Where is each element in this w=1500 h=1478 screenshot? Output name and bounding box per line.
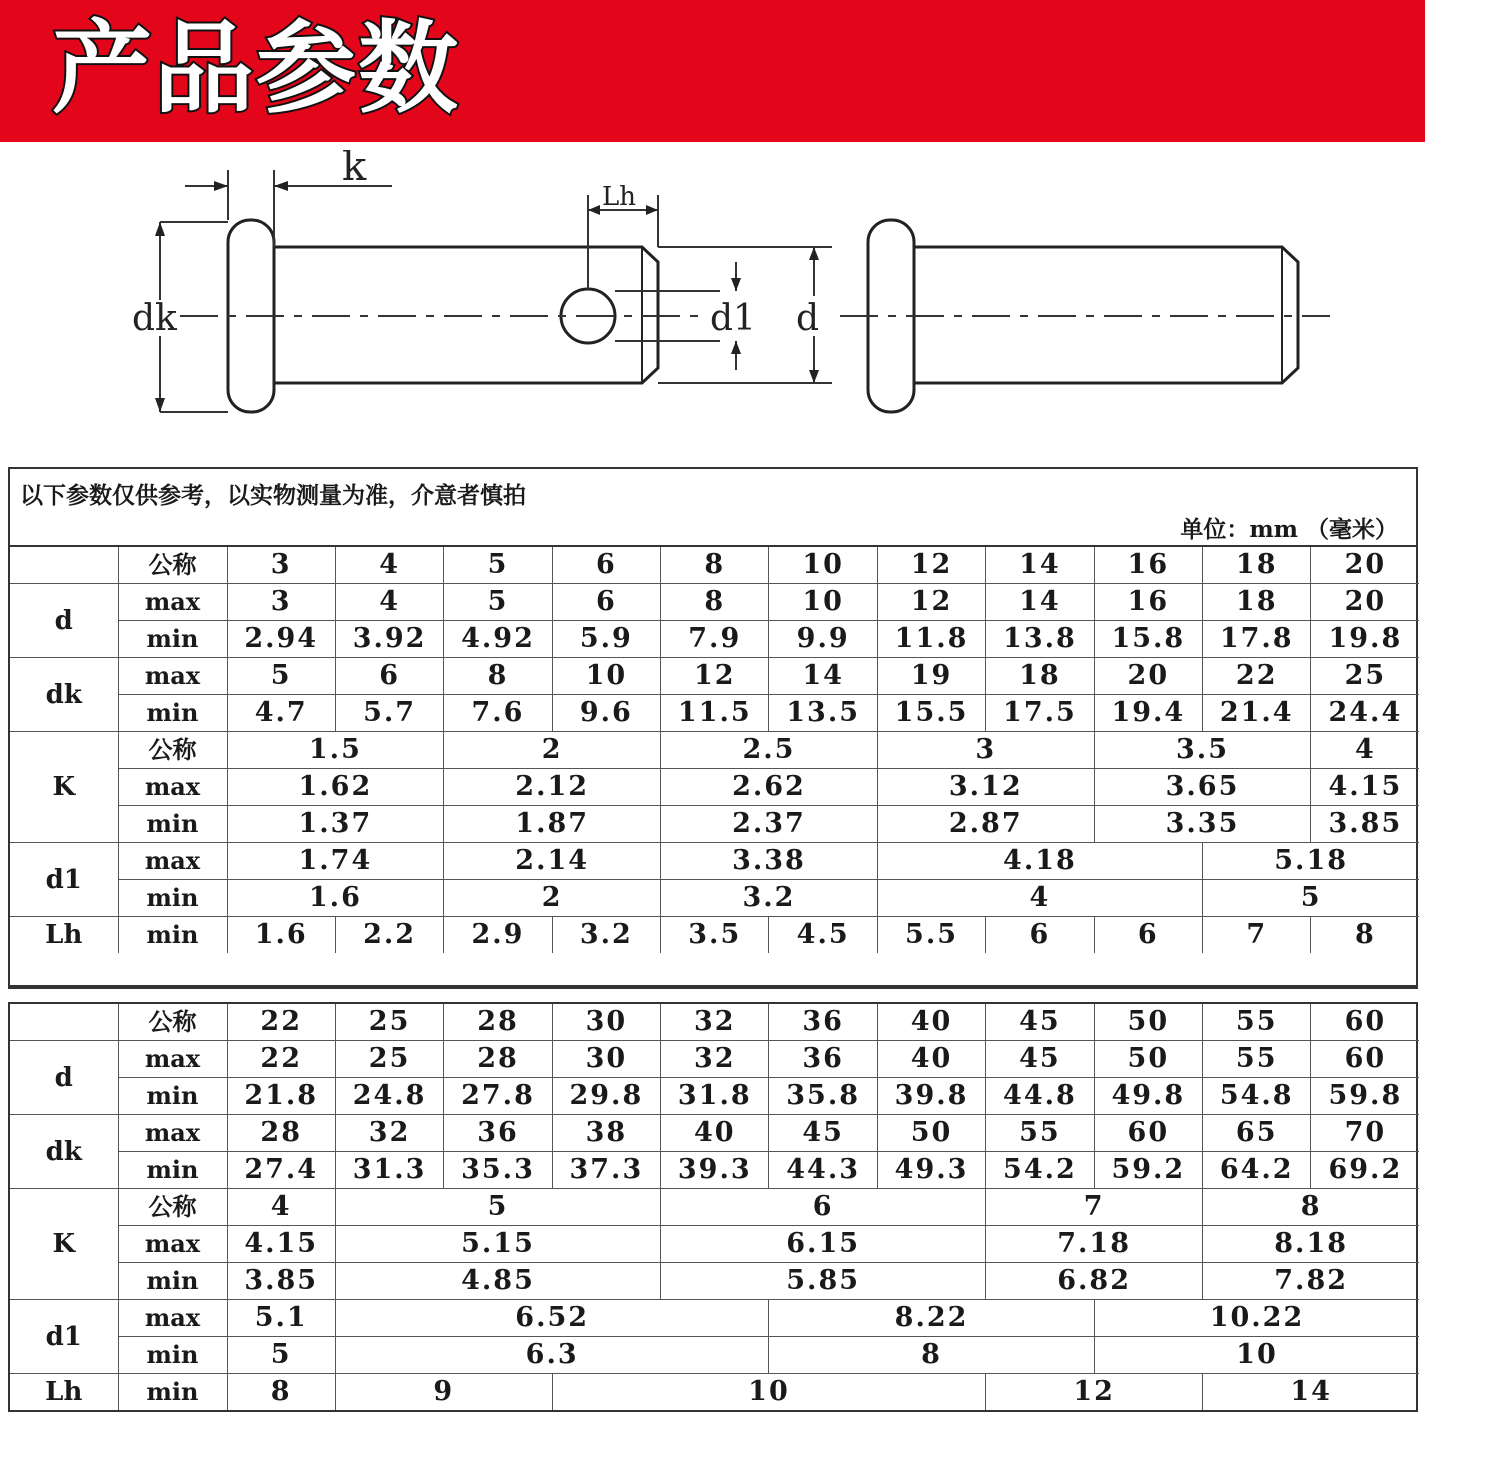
spec-table-box-1 bbox=[8, 467, 1418, 989]
value-cell: 2.37 bbox=[661, 806, 878, 843]
value-cell: 5 bbox=[335, 1189, 660, 1226]
value-cell: 2.94 bbox=[227, 621, 335, 658]
value-cell: 32 bbox=[661, 1041, 769, 1078]
group-label-cell: d bbox=[10, 1041, 118, 1115]
value-cell: 8 bbox=[444, 658, 552, 695]
table-row bbox=[10, 621, 1419, 658]
spec-table-box-2 bbox=[8, 1002, 1418, 1412]
sub-label-cell: max bbox=[118, 769, 227, 806]
value-cell: 19.8 bbox=[1311, 621, 1419, 658]
sub-label-cell: min bbox=[118, 917, 227, 954]
value-cell: 5.5 bbox=[877, 917, 985, 954]
value-cell: 1.6 bbox=[227, 880, 444, 917]
table-row bbox=[10, 917, 1419, 954]
value-cell: 14 bbox=[769, 658, 877, 695]
sub-label-cell: min bbox=[118, 1152, 227, 1189]
sub-label-cell: max bbox=[118, 843, 227, 880]
value-cell: 2.14 bbox=[444, 843, 661, 880]
value-cell: 8 bbox=[1203, 1189, 1420, 1226]
value-cell: 3 bbox=[877, 732, 1094, 769]
value-cell: 10 bbox=[552, 658, 660, 695]
value-cell: 3.92 bbox=[335, 621, 443, 658]
value-cell: 30 bbox=[552, 1041, 660, 1078]
value-cell: 40 bbox=[661, 1115, 769, 1152]
group-label-cell: K bbox=[10, 732, 118, 843]
value-cell: 4.92 bbox=[444, 621, 552, 658]
sub-label-cell: min bbox=[118, 880, 227, 917]
value-cell: 50 bbox=[1094, 1041, 1202, 1078]
value-cell: 20 bbox=[1311, 547, 1419, 584]
value-cell: 35.8 bbox=[769, 1078, 877, 1115]
value-cell: 14 bbox=[1203, 1374, 1420, 1411]
value-cell: 8 bbox=[661, 584, 769, 621]
value-cell: 2.87 bbox=[877, 806, 1094, 843]
table-row bbox=[10, 1337, 1419, 1374]
value-cell: 12 bbox=[877, 584, 985, 621]
table-row bbox=[10, 1115, 1419, 1152]
group-label-cell bbox=[10, 1004, 118, 1041]
table-row bbox=[10, 584, 1419, 621]
value-cell: 1.62 bbox=[227, 769, 444, 806]
value-cell: 3.85 bbox=[1311, 806, 1419, 843]
value-cell: 6 bbox=[552, 584, 660, 621]
value-cell: 8 bbox=[769, 1337, 1094, 1374]
sub-label-cell: 公称 bbox=[118, 1004, 227, 1041]
value-cell: 9 bbox=[335, 1374, 552, 1411]
value-cell: 8 bbox=[227, 1374, 335, 1411]
value-cell: 5.18 bbox=[1203, 843, 1420, 880]
label-k: k bbox=[342, 150, 367, 190]
spec-table-2 bbox=[10, 1004, 1419, 1410]
value-cell: 4.15 bbox=[1311, 769, 1419, 806]
table-row bbox=[10, 1152, 1419, 1189]
value-cell: 3.35 bbox=[1094, 806, 1311, 843]
value-cell: 36 bbox=[769, 1004, 877, 1041]
value-cell: 3.12 bbox=[877, 769, 1094, 806]
sub-label-cell: max bbox=[118, 1300, 227, 1337]
value-cell: 14 bbox=[986, 547, 1094, 584]
table-row bbox=[10, 806, 1419, 843]
value-cell: 44.8 bbox=[986, 1078, 1094, 1115]
value-cell: 20 bbox=[1094, 658, 1202, 695]
sub-label-cell: min bbox=[118, 621, 227, 658]
value-cell: 10 bbox=[1094, 1337, 1419, 1374]
group-label-cell: K bbox=[10, 1189, 118, 1300]
value-cell: 4.7 bbox=[227, 695, 335, 732]
value-cell: 7.6 bbox=[444, 695, 552, 732]
sub-label-cell: max bbox=[118, 1115, 227, 1152]
value-cell: 44.3 bbox=[769, 1152, 877, 1189]
spec-table-1 bbox=[10, 547, 1419, 953]
value-cell: 5.85 bbox=[661, 1263, 986, 1300]
value-cell: 21.8 bbox=[227, 1078, 335, 1115]
value-cell: 70 bbox=[1311, 1115, 1419, 1152]
note-area bbox=[10, 469, 1416, 547]
label-dk: dk bbox=[132, 298, 177, 339]
value-cell: 8.22 bbox=[769, 1300, 1094, 1337]
header-banner bbox=[0, 0, 1425, 142]
value-cell: 17.5 bbox=[986, 695, 1094, 732]
table-row bbox=[10, 658, 1419, 695]
value-cell: 4 bbox=[1311, 732, 1419, 769]
value-cell: 20 bbox=[1311, 584, 1419, 621]
label-d: d bbox=[796, 298, 820, 339]
value-cell: 3.38 bbox=[661, 843, 878, 880]
value-cell: 25 bbox=[335, 1041, 443, 1078]
value-cell: 55 bbox=[1203, 1004, 1311, 1041]
value-cell: 15.5 bbox=[877, 695, 985, 732]
value-cell: 1.37 bbox=[227, 806, 444, 843]
value-cell: 3.2 bbox=[661, 880, 878, 917]
value-cell: 59.8 bbox=[1311, 1078, 1419, 1115]
value-cell: 69.2 bbox=[1311, 1152, 1419, 1189]
value-cell: 10.22 bbox=[1094, 1300, 1419, 1337]
value-cell: 4.18 bbox=[877, 843, 1202, 880]
sub-label-cell: min bbox=[118, 1337, 227, 1374]
value-cell: 4 bbox=[335, 584, 443, 621]
value-cell: 32 bbox=[335, 1115, 443, 1152]
value-cell: 6 bbox=[986, 917, 1094, 954]
value-cell: 6 bbox=[335, 658, 443, 695]
banner-title: 产品参数 bbox=[52, 10, 460, 127]
value-cell: 19.4 bbox=[1094, 695, 1202, 732]
value-cell: 10 bbox=[552, 1374, 986, 1411]
table-row bbox=[10, 1374, 1419, 1411]
value-cell: 5.9 bbox=[552, 621, 660, 658]
value-cell: 6.15 bbox=[661, 1226, 986, 1263]
value-cell: 4.5 bbox=[769, 917, 877, 954]
value-cell: 3.5 bbox=[661, 917, 769, 954]
value-cell: 1.87 bbox=[444, 806, 661, 843]
value-cell: 5 bbox=[227, 658, 335, 695]
value-cell: 13.8 bbox=[986, 621, 1094, 658]
value-cell: 40 bbox=[877, 1041, 985, 1078]
value-cell: 18 bbox=[1203, 547, 1311, 584]
table-row bbox=[10, 732, 1419, 769]
table-gap bbox=[10, 953, 1416, 987]
value-cell: 27.4 bbox=[227, 1152, 335, 1189]
table-row bbox=[10, 1078, 1419, 1115]
value-cell: 6 bbox=[552, 547, 660, 584]
value-cell: 8.18 bbox=[1203, 1226, 1420, 1263]
group-label-cell: d1 bbox=[10, 1300, 118, 1374]
value-cell: 6.52 bbox=[335, 1300, 769, 1337]
value-cell: 14 bbox=[986, 584, 1094, 621]
value-cell: 5.15 bbox=[335, 1226, 660, 1263]
table-row bbox=[10, 695, 1419, 732]
value-cell: 9.9 bbox=[769, 621, 877, 658]
value-cell: 5 bbox=[1203, 880, 1420, 917]
value-cell: 29.8 bbox=[552, 1078, 660, 1115]
value-cell: 3.65 bbox=[1094, 769, 1311, 806]
value-cell: 2.5 bbox=[661, 732, 878, 769]
value-cell: 5 bbox=[444, 547, 552, 584]
value-cell: 22 bbox=[227, 1004, 335, 1041]
value-cell: 7 bbox=[1203, 917, 1311, 954]
value-cell: 60 bbox=[1311, 1004, 1419, 1041]
value-cell: 3.2 bbox=[552, 917, 660, 954]
value-cell: 7.9 bbox=[661, 621, 769, 658]
value-cell: 5 bbox=[227, 1337, 335, 1374]
group-label-cell: dk bbox=[10, 1115, 118, 1189]
value-cell: 55 bbox=[1203, 1041, 1311, 1078]
value-cell: 1.74 bbox=[227, 843, 444, 880]
label-d1: d1 bbox=[710, 298, 756, 339]
sub-label-cell: max bbox=[118, 658, 227, 695]
table-row bbox=[10, 843, 1419, 880]
sub-label-cell: max bbox=[118, 584, 227, 621]
value-cell: 28 bbox=[444, 1041, 552, 1078]
value-cell: 30 bbox=[552, 1004, 660, 1041]
value-cell: 35.3 bbox=[444, 1152, 552, 1189]
value-cell: 25 bbox=[1311, 658, 1419, 695]
table-row bbox=[10, 1300, 1419, 1337]
sub-label-cell: max bbox=[118, 1226, 227, 1263]
value-cell: 12 bbox=[877, 547, 985, 584]
value-cell: 8 bbox=[661, 547, 769, 584]
value-cell: 65 bbox=[1203, 1115, 1311, 1152]
unit-label: 单位：mm （毫米） bbox=[1180, 516, 1398, 543]
value-cell: 13.5 bbox=[769, 695, 877, 732]
value-cell: 6.3 bbox=[335, 1337, 769, 1374]
value-cell: 15.8 bbox=[1094, 621, 1202, 658]
disclaimer-note: 以下参数仅供参考，以实物测量为准，介意者慎拍 bbox=[20, 482, 526, 509]
value-cell: 8 bbox=[1311, 917, 1419, 954]
sub-label-cell: min bbox=[118, 1078, 227, 1115]
value-cell: 54.8 bbox=[1203, 1078, 1311, 1115]
value-cell: 6.82 bbox=[986, 1263, 1203, 1300]
value-cell: 4.85 bbox=[335, 1263, 660, 1300]
value-cell: 11.5 bbox=[661, 695, 769, 732]
value-cell: 32 bbox=[661, 1004, 769, 1041]
value-cell: 38 bbox=[552, 1115, 660, 1152]
value-cell: 49.8 bbox=[1094, 1078, 1202, 1115]
table-row bbox=[10, 1263, 1419, 1300]
table-row bbox=[10, 880, 1419, 917]
value-cell: 6 bbox=[661, 1189, 986, 1226]
value-cell: 4.15 bbox=[227, 1226, 335, 1263]
label-lh: Lh bbox=[602, 182, 637, 212]
value-cell: 64.2 bbox=[1203, 1152, 1311, 1189]
value-cell: 37.3 bbox=[552, 1152, 660, 1189]
group-label-cell: dk bbox=[10, 658, 118, 732]
value-cell: 2 bbox=[444, 732, 661, 769]
value-cell: 12 bbox=[661, 658, 769, 695]
value-cell: 60 bbox=[1094, 1115, 1202, 1152]
sub-label-cell: 公称 bbox=[118, 547, 227, 584]
value-cell: 3 bbox=[227, 584, 335, 621]
value-cell: 16 bbox=[1094, 584, 1202, 621]
value-cell: 60 bbox=[1311, 1041, 1419, 1078]
value-cell: 25 bbox=[335, 1004, 443, 1041]
table-row bbox=[10, 769, 1419, 806]
value-cell: 45 bbox=[986, 1041, 1094, 1078]
value-cell: 31.3 bbox=[335, 1152, 443, 1189]
value-cell: 7.18 bbox=[986, 1226, 1203, 1263]
value-cell: 9.6 bbox=[552, 695, 660, 732]
value-cell: 3.5 bbox=[1094, 732, 1311, 769]
value-cell: 22 bbox=[1203, 658, 1311, 695]
value-cell: 1.5 bbox=[227, 732, 444, 769]
value-cell: 22 bbox=[227, 1041, 335, 1078]
table-row bbox=[10, 1226, 1419, 1263]
value-cell: 2.2 bbox=[335, 917, 443, 954]
value-cell: 27.8 bbox=[444, 1078, 552, 1115]
value-cell: 31.8 bbox=[661, 1078, 769, 1115]
value-cell: 18 bbox=[986, 658, 1094, 695]
value-cell: 28 bbox=[444, 1004, 552, 1041]
value-cell: 17.8 bbox=[1203, 621, 1311, 658]
sub-label-cell: 公称 bbox=[118, 1189, 227, 1226]
value-cell: 54.2 bbox=[986, 1152, 1094, 1189]
value-cell: 50 bbox=[877, 1115, 985, 1152]
value-cell: 18 bbox=[1203, 584, 1311, 621]
table-row bbox=[10, 1004, 1419, 1041]
value-cell: 6 bbox=[1094, 917, 1202, 954]
pin-drawing bbox=[120, 150, 1350, 420]
value-cell: 7 bbox=[986, 1189, 1203, 1226]
value-cell: 39.8 bbox=[877, 1078, 985, 1115]
table-row bbox=[10, 1189, 1419, 1226]
sub-label-cell: min bbox=[118, 1374, 227, 1411]
value-cell: 10 bbox=[769, 584, 877, 621]
sub-label-cell: 公称 bbox=[118, 732, 227, 769]
sub-label-cell: min bbox=[118, 806, 227, 843]
value-cell: 10 bbox=[769, 547, 877, 584]
value-cell: 3.85 bbox=[227, 1263, 335, 1300]
value-cell: 28 bbox=[227, 1115, 335, 1152]
value-cell: 24.4 bbox=[1311, 695, 1419, 732]
value-cell: 5.7 bbox=[335, 695, 443, 732]
value-cell: 49.3 bbox=[877, 1152, 985, 1189]
value-cell: 12 bbox=[986, 1374, 1203, 1411]
value-cell: 40 bbox=[877, 1004, 985, 1041]
value-cell: 19 bbox=[877, 658, 985, 695]
value-cell: 3 bbox=[227, 547, 335, 584]
value-cell: 50 bbox=[1094, 1004, 1202, 1041]
table-row bbox=[10, 1041, 1419, 1078]
value-cell: 2.62 bbox=[661, 769, 878, 806]
value-cell: 1.6 bbox=[227, 917, 335, 954]
group-label-cell: d1 bbox=[10, 843, 118, 917]
table-row bbox=[10, 547, 1419, 584]
group-label-cell: Lh bbox=[10, 917, 118, 954]
value-cell: 2.12 bbox=[444, 769, 661, 806]
value-cell: 59.2 bbox=[1094, 1152, 1202, 1189]
value-cell: 4 bbox=[877, 880, 1202, 917]
sub-label-cell: min bbox=[118, 1263, 227, 1300]
value-cell: 5.1 bbox=[227, 1300, 335, 1337]
group-label-cell: Lh bbox=[10, 1374, 118, 1411]
value-cell: 11.8 bbox=[877, 621, 985, 658]
group-label-cell bbox=[10, 547, 118, 584]
value-cell: 45 bbox=[986, 1004, 1094, 1041]
value-cell: 5 bbox=[444, 584, 552, 621]
value-cell: 7.82 bbox=[1203, 1263, 1420, 1300]
value-cell: 16 bbox=[1094, 547, 1202, 584]
value-cell: 2.9 bbox=[444, 917, 552, 954]
value-cell: 2 bbox=[444, 880, 661, 917]
sub-label-cell: min bbox=[118, 695, 227, 732]
value-cell: 39.3 bbox=[661, 1152, 769, 1189]
value-cell: 21.4 bbox=[1203, 695, 1311, 732]
value-cell: 45 bbox=[769, 1115, 877, 1152]
sub-label-cell: max bbox=[118, 1041, 227, 1078]
value-cell: 55 bbox=[986, 1115, 1094, 1152]
value-cell: 4 bbox=[335, 547, 443, 584]
value-cell: 4 bbox=[227, 1189, 335, 1226]
group-label-cell: d bbox=[10, 584, 118, 658]
value-cell: 24.8 bbox=[335, 1078, 443, 1115]
value-cell: 36 bbox=[444, 1115, 552, 1152]
value-cell: 36 bbox=[769, 1041, 877, 1078]
